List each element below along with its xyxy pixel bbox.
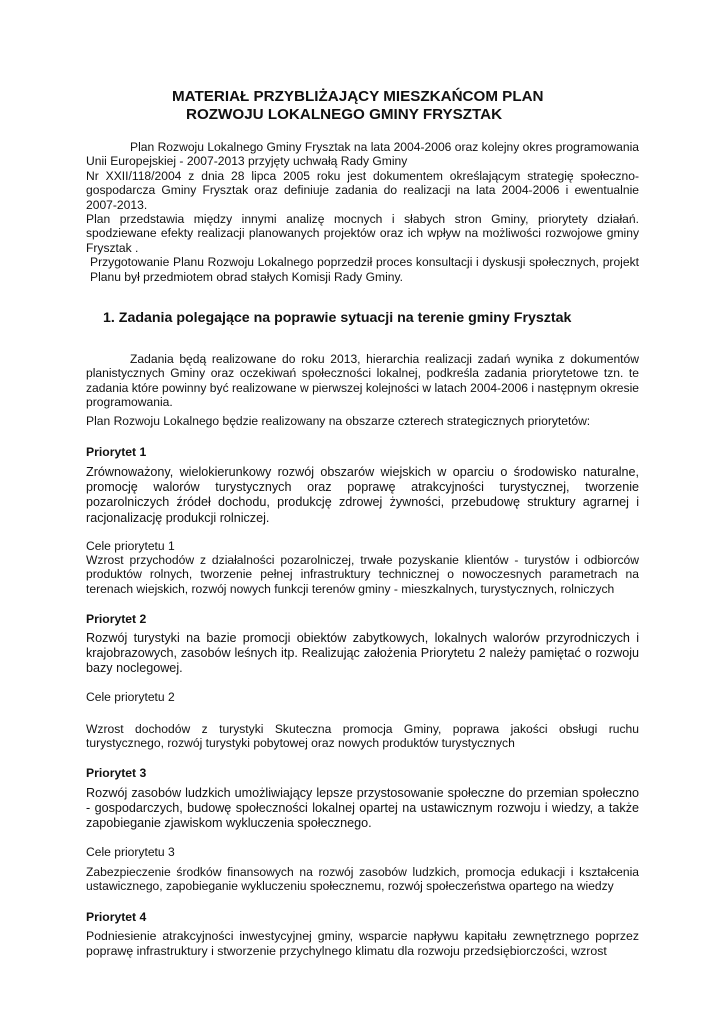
section-paragraph: Zadania będą realizowane do roku 2013, hierarchia realizacji zadań wynika z dokumentów planistycznych Gminy oraz oczekiwań społeczności lokalnej, podkreśla zadania priorytetowe tzn. te zadania które powinny być realizowane w pierwszej kolejności w latach 2004-2006 i następnym okresie programowania.	[86, 352, 639, 410]
priority-1-goals-text: Wzrost przychodów z działalności pozarolniczej, trwałe pozyskanie klientów - turystów i odbiorców produktów rolnych, tworzenie pełnej infrastruktury technicznej o nowoczesnych parametrach na terenach wiejskich, rozwój nowych funkcji terenów gminy - mieszkalnych, turystycznych, rolniczych	[86, 553, 639, 596]
priority-1-text: Zrównoważony, wielokierunkowy rozwój obszarów wiejskich w oparciu o środowisko naturalne, promocję walorów turystycznych oraz poprawę atrakcyjności turystycznej, tworzenie pozarolniczych źródeł dochodu, produkcję zdrowej żywności, przebudowę struktury agrarnej i racjonalizację produkcji rolniczej.	[86, 465, 639, 525]
priority-1-goals-label: Cele priorytetu 1	[86, 539, 175, 553]
intro-paragraph-4: Przygotowanie Planu Rozwoju Lokalnego poprzedził proces konsultacji i dyskusji społecznych, projekt Planu był przedmiotem obrad stałych Komisji Rady Gminy.	[90, 255, 639, 284]
section-intro: Plan Rozwoju Lokalnego będzie realizowany na obszarze czterech strategicznych priorytetów:	[86, 414, 591, 428]
priority-2-text-block	[86, 631, 639, 677]
priority-3-text-block	[86, 786, 639, 832]
document-title	[150, 88, 630, 124]
section-paragraph-block	[86, 352, 639, 410]
priority-1-text-block	[86, 465, 639, 526]
priority-3-heading: Priorytet 3	[86, 766, 147, 780]
section-heading: 1. Zadania polegające na poprawie sytuacji na terenie gminy Frysztak	[103, 310, 572, 326]
intro-block	[86, 140, 639, 284]
priority-2-text: Rozwój turystyki na bazie promocji obiektów zabytkowych, lokalnych walorów przyrodniczych i krajobrazowych, zasobów leśnych itp. Realizując założenia Priorytetu 2 należy pamiętać o rozwoju bazy noclegowej.	[86, 631, 639, 676]
intro-paragraph-3: Plan przedstawia między innymi analizę mocnych i słabych stron Gminy, priorytety działań. spodziewane efekty realizacji planowanych projektów oraz ich wpływ na możliwości rozwojowe gminy Frysztak .	[86, 212, 639, 255]
priority-2-goals-label: Cele priorytetu 2	[86, 690, 175, 704]
priority-2-heading: Priorytet 2	[86, 612, 147, 626]
title-line-1: MATERIAŁ PRZYBLIŻAJĄCY MIESZKAŃCOM PLAN	[172, 88, 544, 105]
priority-3-goals-label: Cele priorytetu 3	[86, 845, 175, 859]
title-line-2: ROZWOJU LOKALNEGO GMINY FRYSZTAK	[186, 106, 503, 123]
priority-3-text: Rozwój zasobów ludzkich umożliwiający lepsze przystosowanie społeczne do przemian społeczno - gospodarczych, budowę społeczności lokalnej opartej na ustawicznym rozwoju i wiedzy, a także zapobieganie zjawiskom wykluczenia społecznego.	[86, 786, 639, 831]
priority-2-goals-block	[86, 722, 639, 751]
priority-3-goals-text: Zabezpieczenie środków finansowych na rozwój zasobów ludzkich, promocja edukacji i kształcenia ustawicznego, zapobieganie wykluczeniu społecznemu, rozwój społeczeństwa opartego na wiedzy	[86, 865, 639, 894]
priority-4-text-block	[86, 929, 639, 959]
intro-paragraph-1: Plan Rozwoju Lokalnego Gminy Frysztak na lata 2004-2006 oraz kolejny okres programowania Unii Europejskiej - 2007-2013 przyjęty uchwałą Rady Gminy	[86, 140, 639, 169]
priority-3-goals-block	[86, 865, 639, 894]
priority-1-heading: Priorytet 1	[86, 445, 147, 459]
priority-2-goals-text: Wzrost dochodów z turystyki Skuteczna promocja Gminy, poprawa jakości obsługi ruchu turystycznego, rozwój turystyki pobytowej oraz nowych produktów turystycznych	[86, 722, 639, 751]
intro-paragraph-2: Nr XXII/118/2004 z dnia 28 lipca 2005 roku jest dokumentem określającym strategię społeczno-gospodarcza Gminy Frysztak oraz definiuje zadania do realizacji na lata 2004-2006 i ewentualnie 2007-2013.	[86, 168, 639, 212]
priority-1-goals-block	[86, 553, 639, 596]
priority-4-text: Podniesienie atrakcyjności inwestycyjnej gminy, wsparcie napływu kapitału zewnętrznego poprzez poprawę infrastruktury i stworzenie przychylnego klimatu dla rozwoju przedsiębiorczości, wzrost	[86, 929, 639, 958]
priority-4-heading: Priorytet 4	[86, 910, 147, 924]
